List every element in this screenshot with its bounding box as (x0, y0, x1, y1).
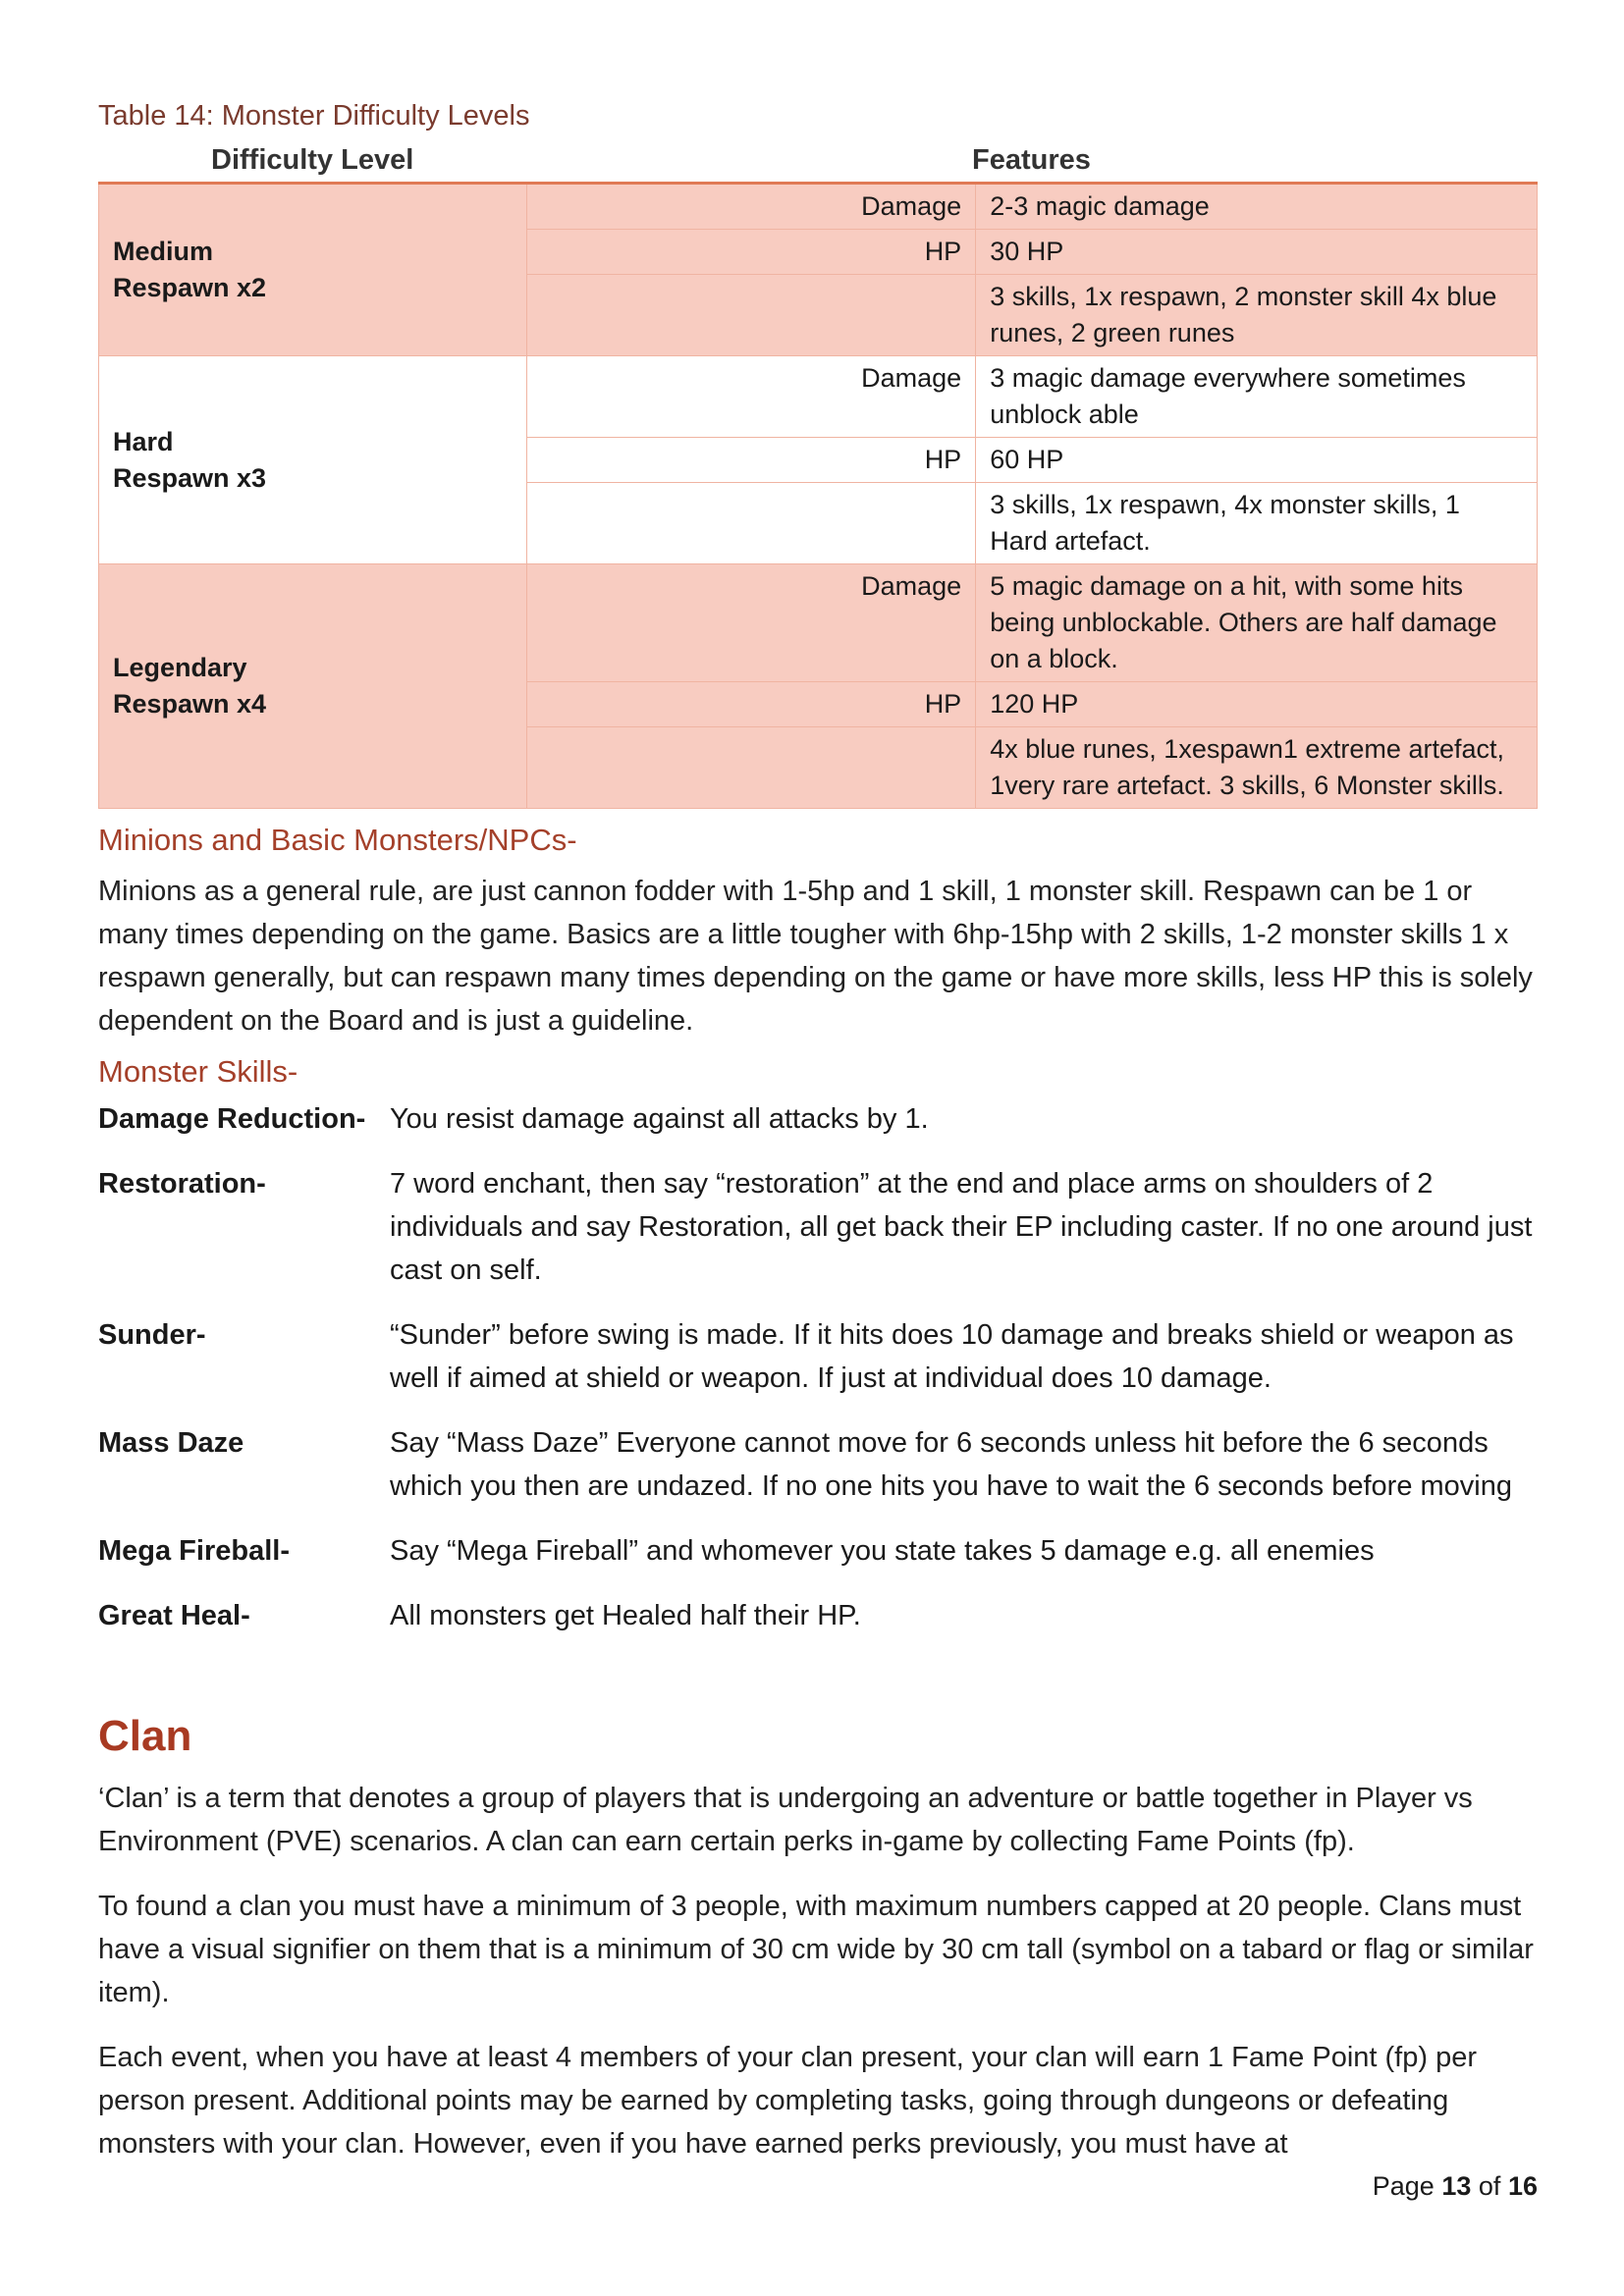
skill-desc: All monsters get Healed half their HP. (390, 1600, 861, 1631)
skill-desc: Say “Mass Daze” Everyone cannot move for 6 seconds unless hit before the 6 seconds which you then are undazed. If no one hits you have to wait the 6 seconds before moving (390, 1427, 1513, 1502)
header-difficulty-level: Difficulty Level (211, 144, 414, 176)
skill-restoration (98, 1162, 1538, 1292)
skill-mass-daze (98, 1421, 1538, 1508)
skill-name: Great Heal- (98, 1600, 250, 1631)
feature-value: 2-3 magic damage (976, 184, 1538, 230)
skill-name: Mega Fireball- (98, 1535, 290, 1567)
skill-desc: You resist damage against all attacks by 1. (390, 1103, 929, 1135)
feature-value: 30 HP (976, 230, 1538, 275)
monster-skills-list (98, 1097, 1538, 1659)
skill-damage-reduction (98, 1097, 1538, 1141)
level-cell-medium (99, 184, 527, 356)
clan-heading: Clan (98, 1712, 192, 1760)
feature-label: HP (526, 230, 976, 275)
feature-label (526, 727, 976, 809)
footer-prefix: Page (1372, 2171, 1435, 2201)
table-header-row (98, 144, 1538, 180)
feature-label (526, 483, 976, 564)
level-name: Hard (113, 426, 174, 456)
feature-label: Damage (526, 184, 976, 230)
feature-label: HP (526, 682, 976, 727)
feature-label: HP (526, 438, 976, 483)
level-respawn: Respawn x3 (113, 462, 267, 493)
level-name: Legendary (113, 653, 247, 682)
clan-paragraph-1: ‘Clan’ is a term that denotes a group of players that is undergoing an adventure or battle together in Player vs Environment (PVE) scenarios. A clan can earn certain perks in-game by collecting Fame Points (fp). (98, 1783, 1473, 1857)
skill-sunder (98, 1313, 1538, 1400)
feature-value: 3 magic damage everywhere sometimes unblock able (976, 356, 1538, 438)
header-features: Features (972, 144, 1091, 176)
footer-of: of (1478, 2171, 1501, 2201)
skill-great-heal (98, 1594, 1538, 1637)
feature-value: 3 skills, 1x respawn, 4x monster skills, 1 Hard artefact. (976, 483, 1538, 564)
skill-desc: Say “Mega Fireball” and whomever you state takes 5 damage e.g. all enemies (390, 1535, 1375, 1567)
feature-label: Damage (526, 564, 976, 682)
table-row (99, 184, 1538, 230)
page-footer (1373, 2171, 1538, 2202)
monster-difficulty-table (98, 182, 1538, 809)
level-respawn: Respawn x2 (113, 273, 267, 302)
footer-page-total: 16 (1507, 2171, 1538, 2201)
table-row (99, 356, 1538, 438)
footer-page-number: 13 (1441, 2171, 1472, 2201)
level-name: Medium (113, 237, 214, 266)
feature-value: 60 HP (976, 438, 1538, 483)
level-cell-hard (99, 356, 527, 564)
skill-name: Restoration- (98, 1168, 266, 1200)
feature-value: 5 magic damage on a hit, with some hits being unblockable. Others are half damage on a block. (976, 564, 1538, 682)
skill-name: Mass Daze (98, 1427, 244, 1459)
clan-paragraph-2: To found a clan you must have a minimum of 3 people, with maximum numbers capped at 20 people. Clans must have a visual signifier on them that is a minimum of 30 cm wide by 30 cm tall (symbol on a tabard or flag or similar item). (98, 1891, 1534, 2008)
clan-paragraph-3: Each event, when you have at least 4 members of your clan present, your clan will earn 1 Fame Point (fp) per person present. Additional points may be earned by completing tasks, going through dungeons or defeating monsters with your clan. However, even if you have earned perks previously, you must have at (98, 2042, 1477, 2160)
skill-mega-fireball (98, 1529, 1538, 1573)
monster-skills-heading: Monster Skills- (98, 1054, 298, 1089)
skill-desc: “Sunder” before swing is made. If it hits does 10 damage and breaks shield or weapon as well if aimed at shield or weapon. If just at individual does 10 damage. (390, 1319, 1514, 1394)
level-cell-legendary (99, 564, 527, 809)
feature-value: 4x blue runes, 1xespawn1 extreme artefact, 1very rare artefact. 3 skills, 6 Monster skills. (976, 727, 1538, 809)
feature-value: 3 skills, 1x respawn, 2 monster skill 4x blue runes, 2 green runes (976, 275, 1538, 356)
table-row (99, 564, 1538, 682)
feature-label: Damage (526, 356, 976, 438)
level-respawn: Respawn x4 (113, 689, 267, 719)
minions-heading: Minions and Basic Monsters/NPCs- (98, 823, 577, 857)
feature-value: 120 HP (976, 682, 1538, 727)
feature-label (526, 275, 976, 356)
minions-paragraph: Minions as a general rule, are just cannon fodder with 1-5hp and 1 skill, 1 monster skill. Respawn can be 1 or many times depending on the game. Basics are a little tougher with 6hp-15hp with 2 skills, 1-2 monster skills 1 x respawn generally, but can respawn many times depending on the game or have more skills, less HP this is solely dependent on the Board and is just a guideline. (98, 876, 1533, 1037)
skill-name: Sunder- (98, 1319, 206, 1351)
skill-desc: 7 word enchant, then say “restoration” at the end and place arms on shoulders of 2 individuals and say Restoration, all get back their EP including caster. If no one around just cast on self. (390, 1168, 1533, 1286)
table-caption: Table 14: Monster Difficulty Levels (98, 100, 530, 132)
skill-name: Damage Reduction- (98, 1103, 366, 1135)
